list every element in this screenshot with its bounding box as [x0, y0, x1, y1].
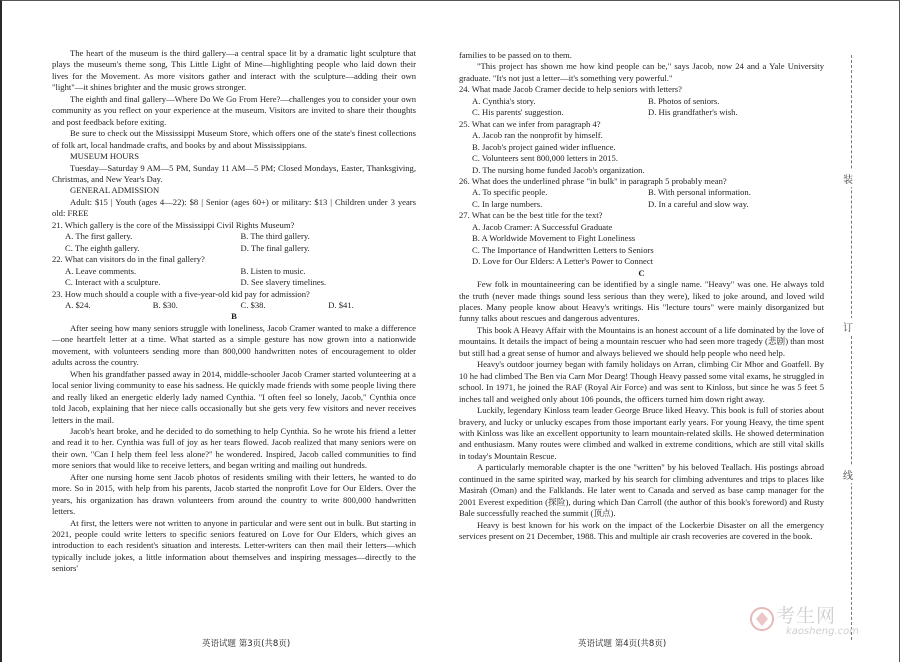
admission-text: Adult: $15 | Youth (ages 4—22): $8 | Senior (ages 60+) or military: $13 | Children under 3 years old: FREE: [52, 196, 416, 219]
section-heading-c: C: [638, 267, 645, 278]
option: A. Leave comments.: [65, 265, 137, 276]
binding-char: 订: [843, 318, 853, 335]
option: B. $30.: [152, 299, 178, 310]
paragraph: Few folk in mountaineering can be identified by a single name. "Heavy" was one. He always told the truth (never made things sound less serious than they were), liked to joke around, and loved wild places. Many people know about Heavy's writings. His "lecture tours" were mainly disorganized but funny talks about rescues and dangerous adventures.: [459, 279, 824, 324]
right-column: [459, 50, 824, 542]
option: C. The eighth gallery.: [65, 242, 140, 253]
paragraph: Jacob's heart broke, and he decided to do something to help Cynthia. So he wrote his friend a letter and read it to her. Cynthia was full of joy as her tears flowed. Jacob realized that many seniors were on their own. "Can I help them feel less alone?" he wondered. Inspired, Jacob called communities to find more seniors that would like to receive letters, and began writing and mailing out hundreds.: [52, 425, 416, 471]
watermark-url: kaosheng.com: [786, 626, 859, 637]
paragraph: Heavy's outdoor journey began with family holidays on Arran, climbing Cir Mhor and Goatfell. By 10 he had climbed The Ben via Carn Mor Dearg! Though Heavy passed some vital exams, he struggled in school. In 1971, he joined the RAF (Royal Air Force) and was sent to Kinloss, but since he was 5 feet 5 inches tall and weighed only about 106 pounds, the officers turned him down right away.: [459, 359, 824, 404]
option: D. $41.: [328, 299, 354, 310]
option: B. With personal information.: [648, 187, 751, 198]
option: A. To specific people.: [472, 187, 548, 198]
left-column: [52, 48, 416, 575]
question-25: 25. What can we infer from paragraph 4?: [459, 118, 601, 129]
paragraph: After seeing how many seniors struggle with loneliness, Jacob Cramer wanted to make a difference—one heartfelt letter at a time. What started as a simple gesture has now grown into a nationwide movement, with volunteers sending more than 800,000 handwritten notes of encouragement to older adults across the country.: [52, 322, 416, 368]
options-row: [52, 266, 416, 277]
paragraph: The heart of the museum is the third gallery—a central space lit by a dramatic light sculpture that plays the museum's theme song, This Little Light of Mine—highlighting people who laid down their lives for the Movement. As more visitors gather and interact with the sculpture—adding their own "light"—it shines brighter and the music grows stronger.: [52, 48, 416, 93]
option: C. His parents' suggestion.: [472, 107, 564, 118]
option: C. Interact with a sculpture.: [65, 277, 161, 288]
option: C. The Importance of Handwritten Letters to Seniors: [472, 244, 654, 255]
option: D. The nursing home funded Jacob's organization.: [472, 164, 645, 175]
paragraph: Heavy is best known for his work on the impact of the Lockerbie Disaster on all the emergency services present on 21 December, 1988. This and multiple air crash recoveries are covered in the book.: [459, 519, 824, 542]
paragraph: "This project has shown me how kind people can be," says Jacob, now 24 and a Yale University graduate. "It's not just a letter—it's something very powerful.": [459, 61, 824, 83]
option: A. Jacob ran the nonprofit by himself.: [472, 130, 603, 141]
paragraph: Be sure to check out the Mississippi Museum Store, which offers one of the state's finest collections of folk art, local handmade crafts, and books by and about Mississippians.: [52, 128, 416, 150]
section-heading-b: B: [231, 311, 237, 322]
options-row: [52, 300, 416, 311]
question-21: 21. Which gallery is the core of the Mississippi Civil Rights Museum?: [52, 219, 295, 230]
paragraph: families to be passed on to them.: [459, 50, 572, 60]
option: A. Jacob Cramer: A Successful Graduate: [472, 221, 613, 232]
paragraph: Luckily, legendary Kinloss team leader George Bruce liked Heavy. This book is full of stories about bravery, and lucky or unlucky escapes from those important early years. For young Heavy, the time spent with Kinloss was like an excellent opportunity to learn mountain-related skills. He showed determination and enthusiasm. Many routes were climbed and walked in extreme conditions, which are still vital skills in today's Mountain Rescue.: [459, 405, 824, 461]
hours-text: Tuesday—Saturday 9 AM—5 PM, Sunday 11 AM—5 PM; Closed Mondays, Easter, Thanksgiving, Christmas, and New Year's Day.: [52, 162, 416, 184]
option: D. The final gallery.: [240, 242, 310, 253]
option: C. In large numbers.: [472, 198, 543, 209]
question-22: 22. What can visitors do in the final gallery?: [52, 254, 205, 265]
option: A. Cynthia's story.: [472, 95, 536, 106]
binding-char: 装: [843, 170, 853, 187]
binding-char: 线: [843, 466, 853, 483]
options-row: [52, 231, 416, 242]
option: D. His grandfather's wish.: [648, 107, 738, 118]
watermark-text: 考生网: [776, 605, 837, 627]
options-row: [52, 243, 416, 254]
paragraph: This book A Heavy Affair with the Mountains is an honest account of a life dominated by the love of mountains. It details the impact of being a mountain rescuer who had seen more tragedy (悲剧) than most but still had a great sense of humor and always believed we should help people who need help.: [459, 324, 824, 358]
options-row: [459, 199, 824, 210]
option: B. Listen to music.: [240, 265, 306, 276]
question-23: 23. How much should a couple with a five-year-old kid pay for admission?: [52, 288, 310, 299]
option: B. The third gallery.: [240, 231, 310, 242]
hours-heading: MUSEUM HOURS: [70, 151, 140, 162]
paragraph: When his grandfather passed away in 2014, middle-schooler Jacob Cramer started volunteering at a local senior living community to ease his sadness. He quickly made friends with some people living there and really liked an energetic elderly lady named Cynthia. "I often feel so lonely, Jacob," Cynthia once told Jacob, explaining that her niece calls occasionally but she gets very few visitors and never receives letters in the mail.: [52, 368, 416, 425]
option: D. See slavery timelines.: [240, 277, 327, 288]
page-footer-right: 英语试题 第4页(共8页): [578, 639, 667, 649]
options-row: [459, 96, 824, 107]
option: A. The first gallery.: [65, 231, 133, 242]
option: D. Love for Our Elders: A Letter's Power to Connect: [472, 256, 654, 267]
option: C. $38.: [240, 299, 266, 310]
options-row: [52, 277, 416, 288]
paragraph: The eighth and final gallery—Where Do We Go From Here?—challenges you to consider your own community as you reflect on your experience at the museum. Visitors are invited to share their thoughts and post feedback before exiting.: [52, 93, 416, 127]
option: D. In a careful and slow way.: [648, 198, 749, 209]
options-row: [459, 107, 824, 118]
paragraph: At first, the letters were not written to anyone in particular and were sent out in bulk. But starting in 2021, people could write letters to specific seniors featured on Love for Our Elders, which gives an introduction to each resident's situation and interests. Letter-writers can then mail their letters—which typically include jokes, a little information about themselves and inspiring messages—directly to the seniors': [52, 517, 416, 574]
question-27: 27. What can be the best title for the text?: [459, 210, 603, 221]
admission-heading: GENERAL ADMISSION: [70, 185, 160, 196]
page-footer-left: 英语试题 第3页(共8页): [202, 639, 291, 649]
options-row: [459, 187, 824, 198]
question-24: 24. What made Jacob Cramer decide to help seniors with letters?: [459, 84, 682, 95]
option: B. Photos of seniors.: [648, 95, 720, 106]
paragraph: A particularly memorable chapter is the one "written" by his beloved Teallach. His postings abroad continued in the same spirited way, marked by his search for climbing adventures and trips to places like Masirah (Oman) and the Falklands. He later went to Canada and served as base camp manager for the 2001 Everest expedition (探险), during which Dan Carroll (the author of this book's foreword) and Rusty Bale successfully reached the summit (顶点).: [459, 462, 824, 519]
binding-line: [851, 55, 852, 640]
question-26: 26. What does the underlined phrase "in bulk" in paragraph 5 probably mean?: [459, 175, 727, 186]
paragraph: After one nursing home sent Jacob photos of residents smiling with their letters, he wanted to do more. So in 2015, with help from his parents, Jacob started the nonprofit Love for Our Elders. Over the years, his organization has drawn volunteers from around the country to write 800,000 handwritten letters.: [52, 471, 416, 517]
option: A. $24.: [65, 299, 91, 310]
option: B. Jacob's project gained wider influence.: [472, 141, 616, 152]
option: B. A Worldwide Movement to Fight Loneliness: [472, 233, 636, 244]
option: C. Volunteers sent 800,000 letters in 2015.: [472, 153, 619, 164]
